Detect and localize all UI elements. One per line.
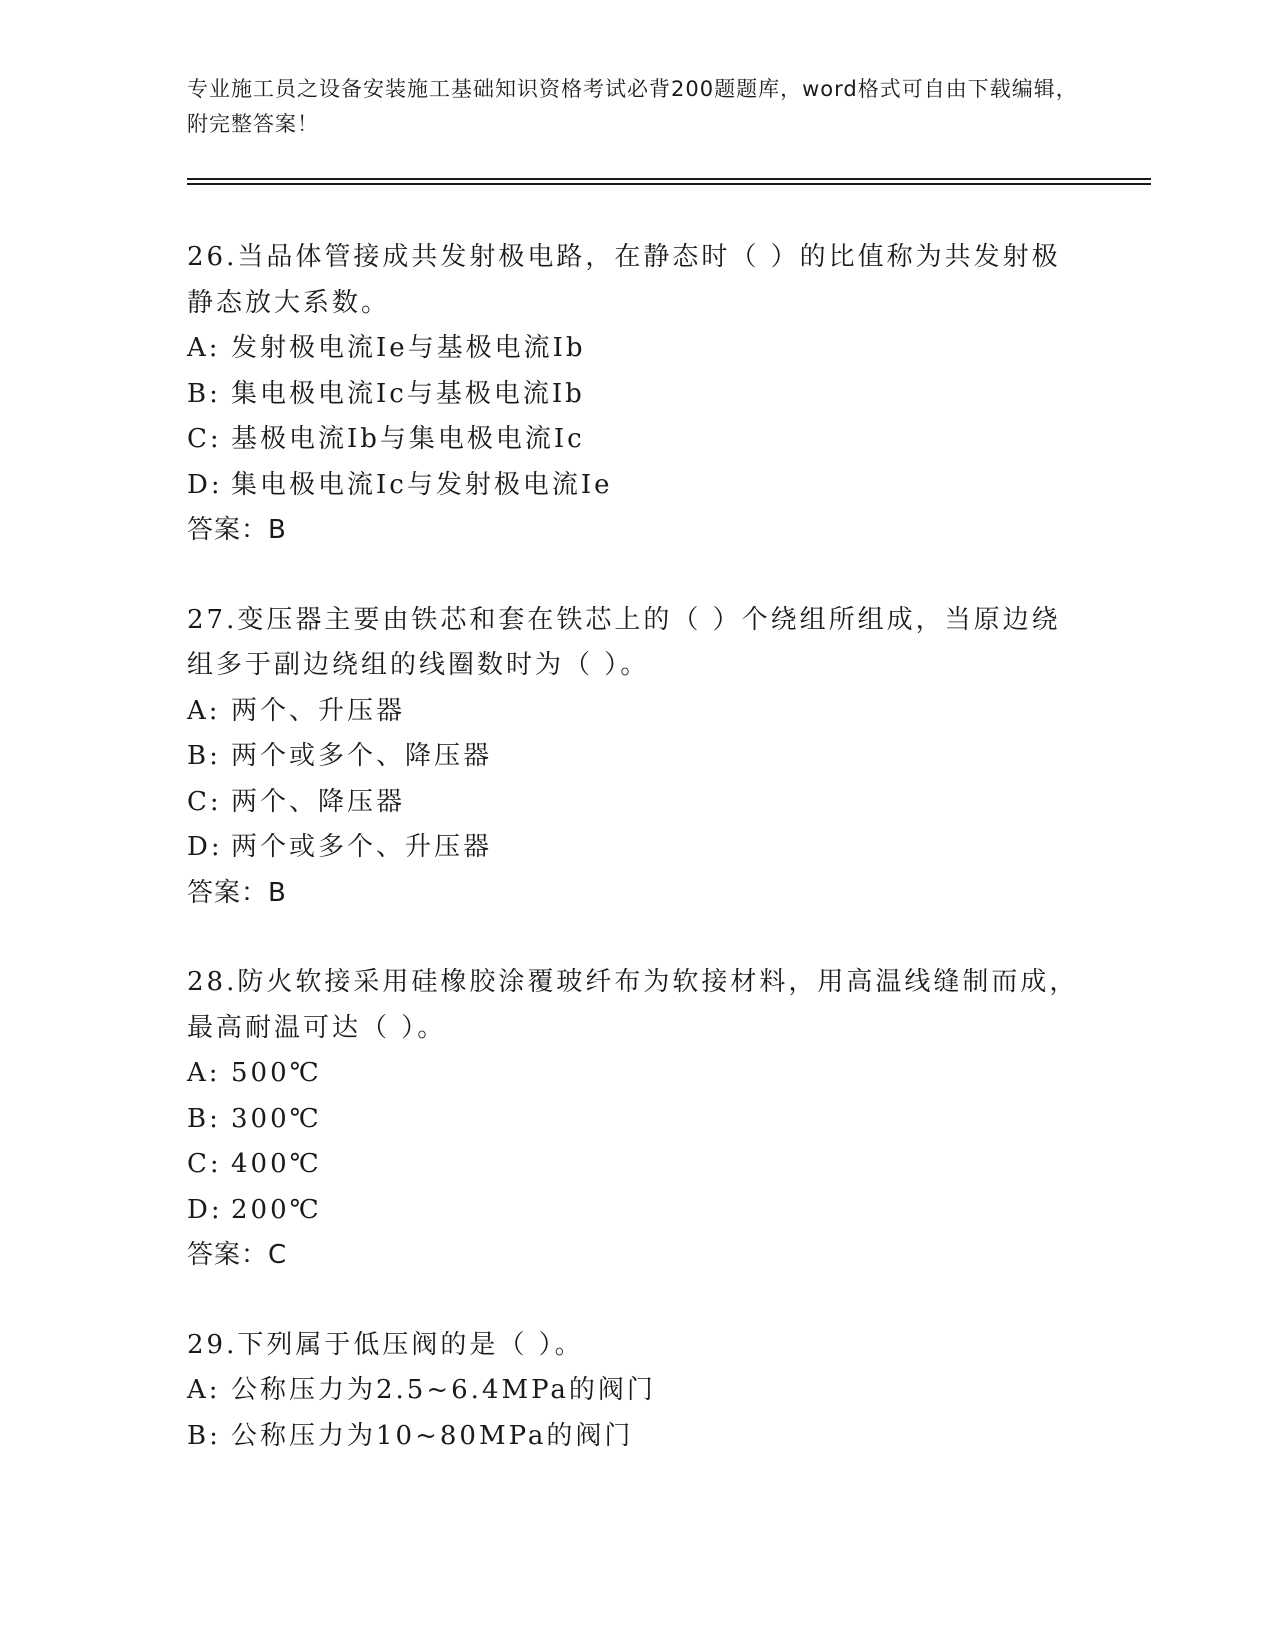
- option-a: [187, 1051, 1087, 1097]
- answer: 答案：B: [187, 515, 287, 545]
- option-letter: D:: [187, 1194, 223, 1225]
- question-27: [187, 598, 1087, 917]
- option-b: [187, 372, 1087, 418]
- option-letter: C:: [187, 786, 222, 817]
- question-stem: 26.当品体管接成共发射极电路，在静态时（ ）的比值称为共发射极静态放大系数。: [187, 242, 1061, 318]
- option-text: 发射极电流Ie与基极电流Ib: [231, 333, 586, 363]
- option-d: [187, 825, 1087, 871]
- option-letter: A:: [187, 333, 221, 363]
- option-b: [187, 1414, 1087, 1460]
- option-letter: B:: [187, 1420, 221, 1451]
- question-list: [187, 235, 1087, 1503]
- option-a: [187, 1368, 1087, 1414]
- option-letter: D:: [187, 469, 223, 500]
- question-stem: 28.防火软接采用硅橡胶涂覆玻纤布为软接材料，用高温线缝制而成，最高耐温可达（ ）。: [187, 967, 1079, 1043]
- option-text: 两个或多个、降压器: [231, 741, 493, 771]
- option-text: 300℃: [231, 1103, 322, 1134]
- answer: 答案：B: [187, 877, 287, 908]
- option-letter: A:: [187, 695, 221, 726]
- option-text: 200℃: [231, 1194, 322, 1225]
- option-text: 400℃: [231, 1149, 322, 1179]
- answer: 答案：C: [187, 1240, 288, 1270]
- option-text: 集电极电流Ic与基极电流Ib: [231, 378, 585, 409]
- question-stem: 27.变压器主要由铁芯和套在铁芯上的（ ）个绕组所组成，当原边绕组多于副边绕组的线圈数时为（ ）。: [187, 604, 1061, 680]
- header-rule-bottom: [187, 183, 1151, 185]
- question-26: [187, 235, 1087, 554]
- option-c: [187, 417, 1087, 463]
- option-letter: B:: [187, 1103, 221, 1134]
- option-text: 500℃: [231, 1058, 322, 1088]
- option-b: [187, 1097, 1087, 1143]
- option-letter: B:: [187, 378, 221, 409]
- option-letter: C:: [187, 1149, 222, 1179]
- option-a: [187, 326, 1087, 372]
- option-a: [187, 689, 1087, 735]
- option-letter: A:: [187, 1375, 221, 1405]
- option-text: 公称压力为10~80MPa的阀门: [231, 1420, 634, 1451]
- option-letter: D:: [187, 832, 223, 862]
- option-text: 集电极电流Ic与发射极电流Ie: [231, 469, 613, 500]
- question-stem: 29.下列属于低压阀的是（ ）。: [187, 1329, 584, 1360]
- option-letter: C:: [187, 424, 222, 454]
- option-d: [187, 463, 1087, 509]
- option-c: [187, 1142, 1087, 1188]
- option-c: [187, 780, 1087, 826]
- header-rule-top: [187, 178, 1151, 180]
- option-text: 两个、升压器: [231, 695, 406, 726]
- option-b: [187, 734, 1087, 780]
- option-text: 两个或多个、升压器: [231, 832, 493, 862]
- option-text: 公称压力为2.5~6.4MPa的阀门: [231, 1375, 656, 1405]
- option-text: 基极电流Ib与集电极电流Ic: [231, 424, 585, 454]
- question-28: [187, 960, 1087, 1279]
- option-text: 两个、降压器: [231, 786, 406, 817]
- option-d: [187, 1188, 1087, 1234]
- option-letter: A:: [187, 1058, 221, 1088]
- page-header: 专业施工员之设备安装施工基础知识资格考试必背200题题库，word格式可自由下载编辑，附完整答案！: [187, 77, 1078, 136]
- question-29: [187, 1323, 1087, 1460]
- option-letter: B:: [187, 741, 221, 771]
